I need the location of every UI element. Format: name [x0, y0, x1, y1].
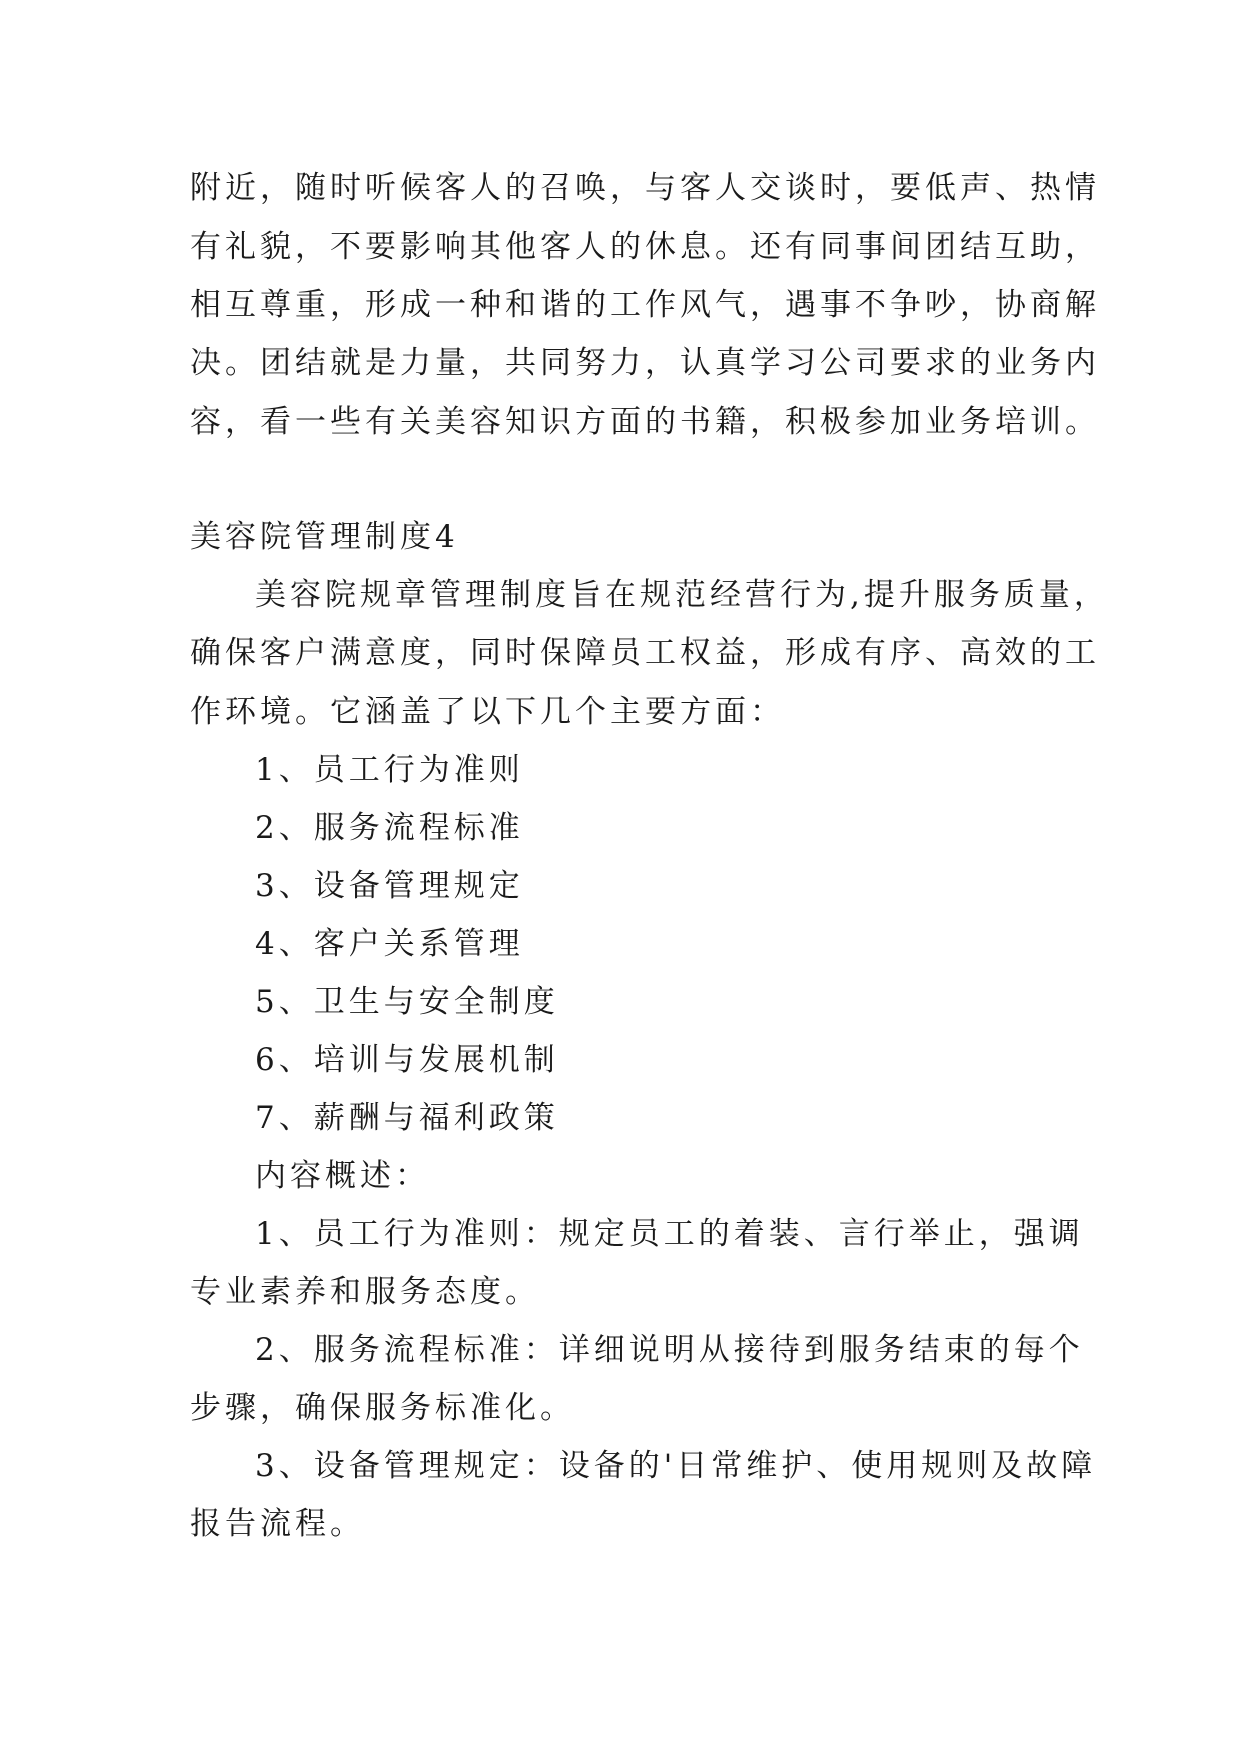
overview-heading: 内容概述：: [255, 1158, 430, 1194]
list-item: 2、服务流程标准: [255, 810, 524, 846]
list-item: 4、客户关系管理: [255, 926, 524, 962]
paragraph-line: 确保客户满意度，同时保障员工权益，形成有序、高效的工: [190, 635, 1100, 671]
paragraph-line: 专业素养和服务态度。: [190, 1274, 540, 1310]
paragraph-line: 有礼貌，不要影响其他客人的休息。还有同事间团结互助，: [190, 229, 1100, 265]
list-item: 6、培训与发展机制: [255, 1042, 559, 1078]
paragraph-line: 2、服务流程标准：详细说明从接待到服务结束的每个: [255, 1332, 1084, 1368]
list-item: 7、薪酬与福利政策: [255, 1100, 559, 1136]
paragraph-line: 决。团结就是力量，共同努力，认真学习公司要求的业务内: [190, 345, 1100, 381]
list-item: 3、设备管理规定: [255, 868, 524, 904]
paragraph-line: 报告流程。: [190, 1506, 365, 1542]
section-title: 美容院管理制度4: [190, 519, 459, 555]
paragraph-line: 相互尊重，形成一种和谐的工作风气，遇事不争吵，协商解: [190, 287, 1100, 323]
paragraph-line: 1、员工行为准则：规定员工的着装、言行举止，强调: [255, 1216, 1084, 1252]
paragraph-line: 附近，随时听候客人的召唤，与客人交谈时，要低声、热情: [190, 170, 1100, 206]
paragraph-line: 步骤，确保服务标准化。: [190, 1390, 575, 1426]
paragraph-line: 3、设备管理规定：设备的'日常维护、使用规则及故障: [255, 1448, 1097, 1484]
list-item: 5、卫生与安全制度: [255, 984, 559, 1020]
paragraph-line: 美容院规章管理制度旨在规范经营行为,提升服务质量，: [255, 577, 1109, 613]
paragraph-line: 作环境。它涵盖了以下几个主要方面：: [190, 694, 785, 730]
list-item: 1、员工行为准则: [255, 752, 524, 788]
paragraph-line: 容，看一些有关美容知识方面的书籍，积极参加业务培训。: [190, 404, 1100, 440]
